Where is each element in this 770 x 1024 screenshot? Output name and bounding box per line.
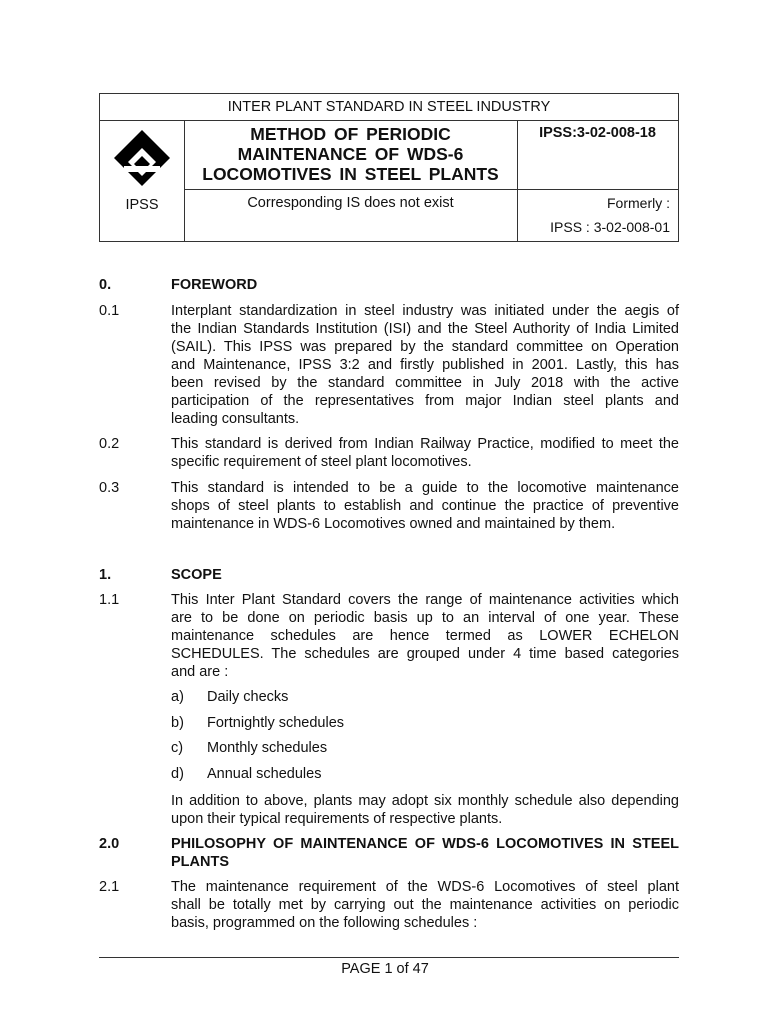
paragraph-2-1 <box>171 878 679 932</box>
text-line: This standard is intended to be a guide to the locomotive maintenance <box>171 480 679 496</box>
text-line: and Maintenance, IPSS 3:2 and firstly published in 2001. Lastly, this has <box>171 357 679 373</box>
list-item-label: a) <box>171 689 184 705</box>
corresponding-cell <box>184 189 518 241</box>
section-heading-foreword: FOREWORD <box>171 277 258 293</box>
text-line: Interplant standardization in steel industry was initiated under the aegis of <box>171 303 679 319</box>
code-cell <box>517 120 678 190</box>
text-line: maintenance schedules are hence termed as LOWER ECHELON <box>171 628 679 644</box>
text-line: basis, programmed on the following schedules : <box>171 915 478 931</box>
footer-divider <box>99 957 679 958</box>
text-line: participation of the representatives from major Indian steel plants and <box>171 393 679 409</box>
section-number: 2.1 <box>99 879 120 895</box>
title-line: METHOD OF PERIODIC <box>250 124 451 144</box>
text-line: the Indian Standards Institution (ISI) and the Steel Authority of India Limited <box>171 321 679 337</box>
document-title <box>184 124 517 184</box>
text-line: specific requirement of steel plant locomotives. <box>171 454 472 470</box>
list-item-label: d) <box>171 766 184 782</box>
heading-line: PHILOSOPHY OF MAINTENANCE OF WDS-6 LOCOMOTIVES IN STEEL <box>171 836 679 852</box>
section-number: 0. <box>99 277 112 293</box>
text-line: shops of steel plants to establish and continue the practice of preventive <box>171 498 679 514</box>
text-line: This standard is derived from Indian Railway Practice, modified to meet the <box>171 436 679 452</box>
paragraph-0-2 <box>171 435 679 471</box>
text-line: SCHEDULES. The schedules are grouped under 4 time based categories <box>171 646 679 662</box>
text-line: shall be totally met by carrying out the maintenance activities on periodic <box>171 897 679 913</box>
title-line: LOCOMOTIVES IN STEEL PLANTS <box>202 164 499 184</box>
corresponding-is-text: Corresponding IS does not exist <box>247 195 454 211</box>
ipss-logo-icon <box>112 128 172 188</box>
logo-cell <box>100 120 185 241</box>
section-number: 2.0 <box>99 836 120 852</box>
formerly-cell <box>517 189 678 241</box>
list-item: Monthly schedules <box>207 740 328 756</box>
section-number: 0.1 <box>99 303 120 319</box>
ipss-label: IPSS <box>125 197 159 213</box>
text-line: The maintenance requirement of the WDS-6 Locomotives of steel plant <box>171 879 679 895</box>
formerly-label: Formerly : <box>607 195 670 211</box>
section-number: 0.2 <box>99 436 120 452</box>
text-line: maintenance in WDS-6 Locomotives owned and maintained by them. <box>171 516 616 532</box>
heading-line: PLANTS <box>171 854 229 870</box>
section-number: 1.1 <box>99 592 120 608</box>
text-line: been revised by the standard committee in July 2018 with the active <box>171 375 679 391</box>
document-title-cell <box>184 120 518 190</box>
header-table <box>99 93 679 242</box>
paragraph-1-1 <box>171 591 679 681</box>
list-item-label: c) <box>171 740 184 756</box>
page-number: PAGE 1 of 47 <box>341 961 429 977</box>
section-heading-philosophy <box>171 835 679 871</box>
paragraph-0-3 <box>171 479 679 533</box>
section-heading-scope: SCOPE <box>171 567 222 583</box>
list-item-label: b) <box>171 715 184 731</box>
title-line: MAINTENANCE OF WDS-6 <box>237 144 464 164</box>
text-line: (SAIL). This IPSS was prepared by the standard committee on Operation <box>171 339 679 355</box>
header-top-title: INTER PLANT STANDARD IN STEEL INDUSTRY <box>100 94 678 121</box>
text-line: upon their typical requirements of respective plants. <box>171 811 503 827</box>
text-line: and are : <box>171 664 229 680</box>
text-line: In addition to above, plants may adopt six monthly schedule also depending <box>171 793 679 809</box>
list-item: Fortnightly schedules <box>207 715 345 731</box>
list-item: Daily checks <box>207 689 289 705</box>
formerly-code: IPSS : 3-02-008-01 <box>550 219 670 235</box>
text-line: This Inter Plant Standard covers the range of maintenance activities which <box>171 592 679 608</box>
document-code: IPSS:3-02-008-18 <box>539 125 656 141</box>
paragraph-0-1 <box>171 302 679 428</box>
paragraph-1-1-addendum <box>171 792 679 828</box>
section-number: 0.3 <box>99 480 120 496</box>
list-item: Annual schedules <box>207 766 322 782</box>
text-line: leading consultants. <box>171 411 300 427</box>
section-number: 1. <box>99 567 112 583</box>
text-line: are to be done on periodic basis up to an interval of one year. These <box>171 610 679 626</box>
